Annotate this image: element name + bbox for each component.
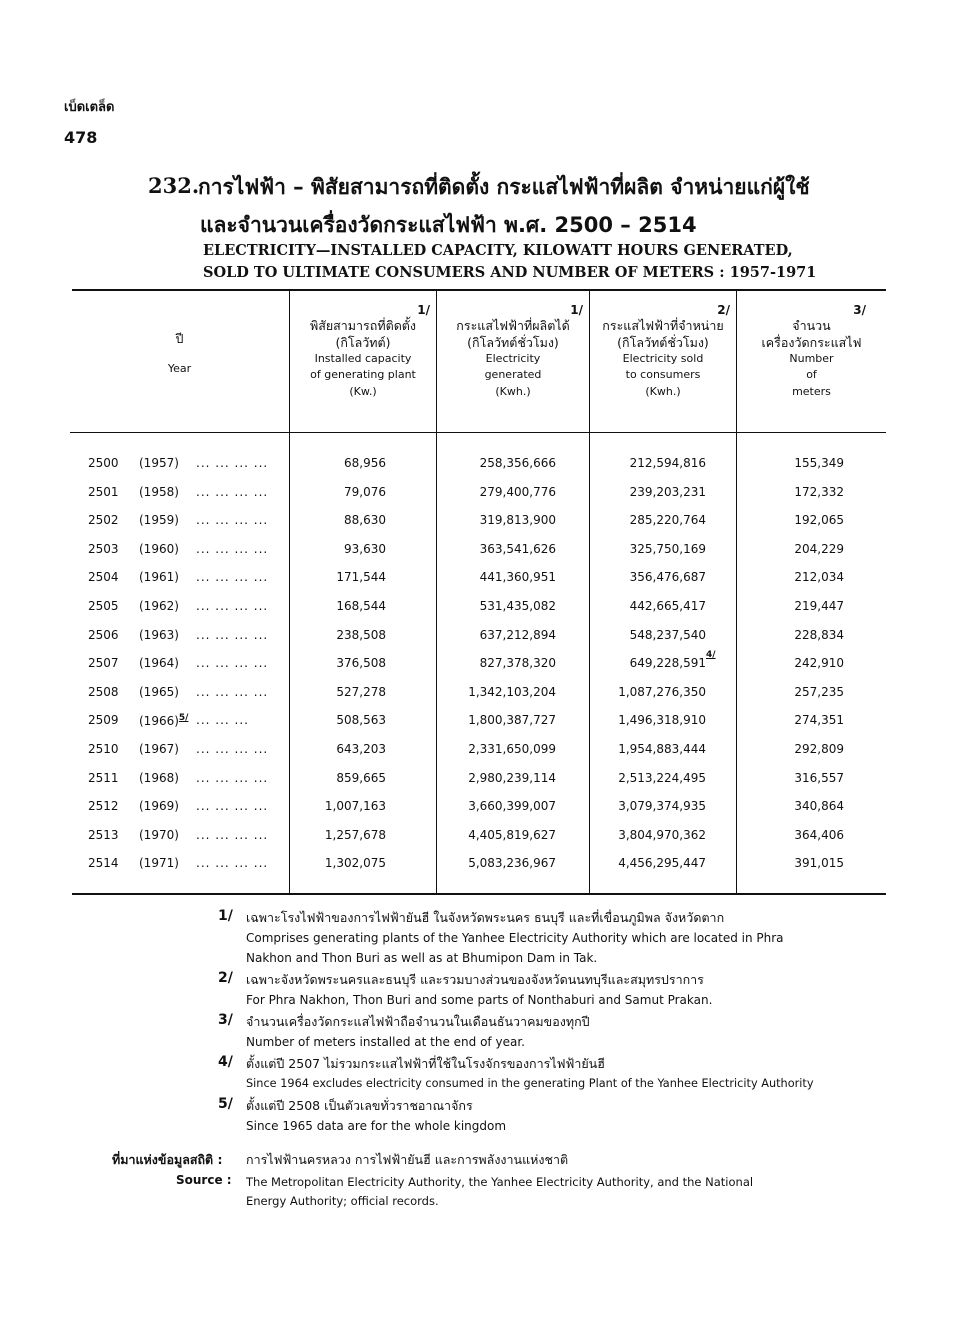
footnote-ref: 1/ [417, 303, 430, 317]
capacity-cell [290, 456, 386, 470]
year-be-cell [88, 685, 119, 699]
meters-cell [772, 628, 844, 642]
meters-cell-value: 340,864 [794, 799, 844, 814]
capacity-cell [290, 485, 386, 499]
footnote-thai: เฉพาะโรงไฟฟ้าของการไฟฟ้ายันฮี ในจังหวัดพระนคร ธนบุรี และที่เขื่อนภูมิพล จังหวัดตาก [246, 910, 725, 925]
year-ad-cell [139, 570, 179, 584]
capacity-cell [290, 599, 386, 613]
leader-dots [196, 799, 268, 813]
header-year [70, 330, 289, 377]
sold-cell [610, 599, 706, 613]
leader-dots-value: ... ... ... ... [196, 770, 269, 785]
sold-cell [610, 799, 706, 813]
sold-cell [610, 856, 706, 870]
year-ad-cell [139, 628, 179, 642]
title-thai-line2: และจำนวนเครื่องวัดกระแสไฟฟ้า พ.ศ. 2500 – 2514 [200, 213, 697, 237]
generated-cell [442, 570, 556, 584]
generated-cell [442, 628, 556, 642]
year-be-cell-value: 2507 [88, 656, 119, 671]
year-be-cell-value: 2511 [88, 770, 119, 785]
year-ad-cell-value: (1957) [139, 456, 179, 470]
capacity-cell-value: 1,302,075 [324, 856, 386, 871]
year-ad-cell-value: (1958) [139, 484, 179, 499]
meters-cell-value: 292,809 [794, 742, 844, 756]
capacity-cell-value: 859,665 [336, 770, 386, 785]
sold-cell [610, 485, 706, 499]
generated-cell-value: 258,356,666 [479, 456, 556, 470]
leader-dots [196, 485, 268, 499]
title-english-line1: ELECTRICITY—INSTALLED CAPACITY, KILOWATT HOURS GENERATED, [203, 242, 793, 259]
sold-cell-value: 548,237,540 [629, 627, 706, 642]
source-text-english-line2: Energy Authority; official records. [246, 1194, 439, 1208]
year-ad-cell [139, 856, 179, 870]
header-sold-unit: (Kwh.) [645, 385, 681, 398]
year-be-cell [88, 828, 119, 842]
year-ad-cell-value: (1959) [139, 513, 179, 528]
year-be-cell-value: 2504 [88, 570, 119, 585]
year-ad-cell [139, 542, 179, 556]
year-ad-cell [139, 656, 179, 670]
capacity-cell [290, 570, 386, 584]
table-row [70, 856, 886, 876]
leader-dots-value: ... ... ... ... [196, 599, 269, 613]
generated-cell [442, 542, 556, 556]
sold-cell-value: 2,513,224,495 [618, 770, 706, 785]
sold-cell-value: 4,456,295,447 [618, 856, 706, 871]
year-be-cell [88, 656, 119, 670]
table-row [70, 713, 886, 733]
generated-cell-value: 3,660,399,007 [468, 799, 556, 814]
year-ad-cell [139, 742, 179, 756]
meters-cell [772, 599, 844, 613]
generated-cell-value: 1,342,103,204 [468, 684, 556, 699]
footnote-mark: 1/ [218, 908, 233, 924]
year-ad-cell-value: (1961) [139, 570, 179, 585]
generated-cell [442, 742, 556, 756]
header-sold-english: to consumers [625, 368, 701, 381]
meters-cell-value: 228,834 [794, 627, 844, 642]
header-meters-thai: จำนวน [792, 318, 831, 333]
year-be-cell-value: 2506 [88, 627, 119, 642]
header-meters-unit: meters [792, 385, 831, 398]
footnote-english: For Phra Nakhon, Thon Buri and some parts of Nonthaburi and Samut Prakan. [246, 993, 713, 1007]
year-ad-cell-value: (1962) [139, 599, 179, 613]
generated-cell-value: 319,813,900 [479, 513, 556, 528]
sold-cell-value: 356,476,687 [629, 570, 706, 585]
capacity-cell [290, 771, 386, 785]
year-ad-cell-value: (1963) [139, 627, 179, 642]
year-ad-cell-value: (1971) [139, 856, 179, 871]
table-row [70, 771, 886, 791]
generated-cell-value: 1,800,387,727 [468, 713, 556, 728]
generated-cell-value: 2,980,239,114 [468, 770, 556, 785]
sold-cell-value: 442,665,417 [629, 599, 706, 613]
meters-cell-value: 242,910 [794, 656, 844, 671]
sold-cell [610, 456, 706, 470]
generated-cell [442, 771, 556, 785]
leader-dots-value: ... ... ... ... [196, 570, 269, 585]
header-meters-english: of [806, 368, 817, 381]
table-row [70, 456, 886, 476]
footnote-mark: 2/ [218, 970, 233, 986]
footnote-english: Number of meters installed at the end of year. [246, 1035, 525, 1049]
year-be-cell-value: 2514 [88, 856, 119, 871]
leader-dots-value: ... ... ... ... [196, 827, 269, 842]
year-be-cell [88, 628, 119, 642]
capacity-cell-value: 643,203 [336, 742, 386, 756]
leader-dots [196, 828, 268, 842]
year-ad-cell [139, 713, 188, 728]
leader-dots-value: ... ... ... ... [196, 541, 269, 556]
leader-dots [196, 656, 268, 670]
capacity-cell [290, 713, 386, 727]
generated-cell [442, 456, 556, 470]
year-ad-cell [139, 828, 179, 842]
generated-cell [442, 799, 556, 813]
section-label: เบ็ดเตล็ด [64, 100, 115, 115]
sold-cell [610, 828, 706, 842]
year-be-cell-value: 2502 [88, 513, 119, 528]
capacity-cell-value: 168,544 [336, 599, 386, 613]
sold-cell-value: 285,220,764 [629, 513, 706, 528]
leader-dots [196, 713, 249, 727]
footnote-mark: 5/ [218, 1096, 233, 1112]
meters-cell [772, 771, 844, 785]
year-be-cell [88, 485, 119, 499]
year-ad-cell-value: (1966) [139, 714, 179, 729]
leader-dots-value: ... ... ... ... [196, 456, 269, 470]
header-capacity-english: Installed capacity [314, 352, 412, 365]
leader-dots-value: ... ... ... ... [196, 627, 269, 642]
meters-cell-value: 212,034 [794, 570, 844, 585]
table-row [70, 485, 886, 505]
leader-dots [196, 628, 268, 642]
table-row [70, 650, 886, 676]
meters-cell [772, 742, 844, 756]
meters-cell [772, 513, 844, 527]
sold-cell-value: 649,228,591 [629, 656, 706, 671]
leader-dots [196, 685, 268, 699]
generated-cell [442, 513, 556, 527]
header-capacity-english: of generating plant [310, 368, 416, 381]
footnote-english: Comprises generating plants of the Yanhee Electricity Authority which are located in Phra Nakhon and Thon Buri as well as at Bhumipon Dam in Tak. [246, 931, 784, 965]
year-be-cell-value: 2513 [88, 827, 119, 842]
capacity-cell [290, 656, 386, 670]
meters-cell-value: 391,015 [794, 856, 844, 871]
meters-cell-value: 192,065 [794, 513, 844, 528]
meters-cell [772, 656, 844, 670]
footnote-ref: 3/ [853, 303, 866, 317]
footnote [0, 1054, 955, 1094]
header-meters-thai-unit: เครื่องวัดกระแสไฟ [761, 335, 862, 350]
title-english-line2: SOLD TO ULTIMATE CONSUMERS AND NUMBER OF METERS : 1957-1971 [203, 264, 817, 281]
sold-cell-value: 3,079,374,935 [618, 799, 706, 814]
sold-cell [610, 742, 706, 756]
generated-cell [442, 599, 556, 613]
generated-cell-value: 637,212,894 [479, 627, 556, 642]
footnote-english: Since 1964 excludes electricity consumed in the generating Plant of the Yanhee Electricity Authority [246, 1077, 814, 1090]
source-text-english-line1: The Metropolitan Electricity Authority, the Yanhee Electricity Authority, and the National [246, 1175, 754, 1189]
capacity-cell-value: 238,508 [336, 627, 386, 642]
header-sold [590, 303, 736, 400]
meters-cell-value: 155,349 [794, 456, 844, 470]
title-thai-line1: การไฟฟ้า – พิสัยสามารถที่ติดตั้ง กระแสไฟฟ้าที่ผลิต จำหน่ายแก่ผู้ใช้ [198, 175, 810, 199]
table-bottom-rule [72, 893, 886, 895]
table-number: 232. [148, 173, 200, 198]
header-generated-unit: (Kwh.) [495, 385, 531, 398]
capacity-cell [290, 828, 386, 842]
year-ad-cell [139, 771, 179, 785]
header-generated-english: generated [484, 368, 542, 381]
header-generated-thai: กระแสไฟฟ้าที่ผลิตได้ [456, 318, 570, 333]
footnote-ref: 4/ [706, 650, 716, 661]
year-be-cell-value: 2509 [88, 713, 119, 728]
footnote-ref: 2/ [717, 303, 730, 317]
generated-cell-value: 279,400,776 [479, 484, 556, 499]
capacity-cell-value: 376,508 [336, 656, 386, 671]
meters-cell-value: 204,229 [794, 541, 844, 556]
capacity-cell-value: 93,630 [344, 541, 386, 556]
header-capacity-thai: พิสัยสามารถที่ติดตั้ง [309, 318, 417, 333]
capacity-cell-value: 79,076 [344, 484, 386, 499]
year-be-cell-value: 2503 [88, 541, 119, 556]
year-ad-cell-value: (1968) [139, 770, 179, 785]
year-be-cell [88, 456, 119, 470]
year-be-cell [88, 542, 119, 556]
year-be-cell [88, 742, 119, 756]
table-row [70, 828, 886, 848]
generated-cell-value: 531,435,082 [479, 599, 556, 613]
year-be-cell-value: 2512 [88, 799, 119, 814]
sold-cell-value: 1,954,883,444 [618, 742, 706, 756]
capacity-cell-value: 1,007,163 [324, 799, 386, 814]
meters-cell [772, 856, 844, 870]
source-label-thai: ที่มาแห่งข้อมูลสถิติ : [112, 1152, 223, 1167]
leader-dots [196, 771, 268, 785]
year-be-cell [88, 513, 119, 527]
year-be-cell [88, 799, 119, 813]
leader-dots [196, 542, 268, 556]
footnote-english: Since 1965 data are for the whole kingdom [246, 1119, 507, 1133]
leader-dots-value: ... ... ... ... [196, 484, 269, 499]
header-capacity [290, 303, 436, 400]
year-ad-cell [139, 799, 179, 813]
meters-cell-value: 364,406 [794, 827, 844, 842]
capacity-cell-value: 508,563 [336, 713, 386, 728]
sold-cell [610, 570, 706, 584]
header-generated-thai-unit: (กิโลวัทต์ชั่วโมง) [467, 335, 559, 350]
year-be-cell [88, 599, 119, 613]
year-ad-cell [139, 485, 179, 499]
capacity-cell [290, 628, 386, 642]
leader-dots-value: ... ... ... ... [196, 684, 269, 699]
year-ad-cell-value: (1969) [139, 799, 179, 814]
table-top-rule [72, 289, 886, 291]
capacity-cell-value: 527,278 [336, 684, 386, 699]
year-be-cell [88, 856, 119, 870]
generated-cell-value: 827,378,320 [479, 656, 556, 671]
year-be-cell [88, 570, 119, 584]
table-row [70, 628, 886, 648]
meters-cell-value: 274,351 [794, 713, 844, 728]
leader-dots [196, 456, 268, 470]
capacity-cell-value: 88,630 [344, 513, 386, 528]
sold-cell [610, 628, 706, 642]
sold-cell [610, 713, 706, 727]
year-be-cell-value: 2501 [88, 484, 119, 499]
year-be-cell-value: 2510 [88, 742, 119, 756]
footnote-thai: จำนวนเครื่องวัดกระแสไฟฟ้าถือจำนวนในเดือนธันวาคมของทุกปี [246, 1014, 590, 1029]
header-sold-thai-unit: (กิโลวัทต์ชั่วโมง) [617, 335, 709, 350]
meters-cell [772, 485, 844, 499]
header-sold-english: Electricity sold [622, 352, 704, 365]
leader-dots [196, 599, 268, 613]
year-ad-cell [139, 513, 179, 527]
leader-dots-value: ... ... ... ... [196, 742, 269, 756]
leader-dots [196, 856, 268, 870]
capacity-cell [290, 542, 386, 556]
sold-cell [610, 513, 706, 527]
sold-cell-value: 325,750,169 [629, 541, 706, 556]
capacity-cell [290, 799, 386, 813]
source-label-english: Source : [176, 1173, 232, 1187]
header-sold-thai: กระแสไฟฟ้าที่จำหน่าย [602, 318, 724, 333]
year-be-cell-value: 2505 [88, 599, 119, 613]
generated-cell-value: 4,405,819,627 [468, 827, 556, 842]
year-be-cell-value: 2500 [88, 456, 119, 470]
header-capacity-thai-unit: (กิโลวัทต์) [335, 335, 391, 350]
generated-cell-value: 5,083,236,967 [468, 856, 556, 871]
meters-cell [772, 799, 844, 813]
sold-cell-value: 1,496,318,910 [618, 713, 706, 728]
header-meters [737, 303, 886, 400]
generated-cell-value: 363,541,626 [479, 541, 556, 556]
leader-dots-value: ... ... ... [196, 713, 249, 728]
leader-dots-value: ... ... ... ... [196, 513, 269, 528]
footnote [0, 1012, 955, 1052]
generated-cell [442, 856, 556, 870]
meters-cell-value: 257,235 [794, 684, 844, 699]
year-ad-cell [139, 456, 179, 470]
meters-cell-value: 219,447 [794, 599, 844, 613]
meters-cell [772, 685, 844, 699]
leader-dots-value: ... ... ... ... [196, 656, 269, 671]
table-row [70, 685, 886, 705]
leader-dots [196, 570, 268, 584]
header-year-english: Year [167, 362, 192, 375]
meters-cell [772, 570, 844, 584]
year-be-cell [88, 713, 119, 727]
footnote-mark: 3/ [218, 1012, 233, 1028]
footnote [0, 970, 955, 1010]
footnotes [0, 908, 955, 1138]
footnote-thai: ตั้งแต่ปี 2508 เป็นตัวเลขทั่วราชอาณาจักร [246, 1098, 473, 1113]
leader-dots [196, 742, 268, 756]
year-be-cell-value: 2508 [88, 684, 119, 699]
capacity-cell [290, 513, 386, 527]
leader-dots-value: ... ... ... ... [196, 856, 269, 871]
source-text-thai: การไฟฟ้านครหลวง การไฟฟ้ายันฮี และการพลังงานแห่งชาติ [246, 1152, 569, 1167]
year-ad-cell-value: (1970) [139, 827, 179, 842]
footnote-ref: 5/ [178, 713, 189, 724]
year-be-cell [88, 771, 119, 785]
sold-cell [610, 542, 706, 556]
header-generated [437, 303, 589, 400]
year-ad-cell [139, 599, 179, 613]
header-meters-english: Number [789, 352, 834, 365]
table-row [70, 513, 886, 533]
footnote [0, 908, 955, 968]
generated-cell [442, 685, 556, 699]
footnote-thai: เฉพาะจังหวัดพระนครและธนบุรี และรวมบางส่วนของจังหวัดนนทบุรีและสมุทรปราการ [246, 972, 704, 987]
meters-cell [772, 828, 844, 842]
meters-cell [772, 713, 844, 727]
footnote [0, 1096, 955, 1136]
capacity-cell-value: 68,956 [344, 456, 386, 470]
sold-cell-value: 1,087,276,350 [618, 684, 706, 699]
leader-dots-value: ... ... ... ... [196, 799, 269, 814]
leader-dots [196, 513, 268, 527]
header-capacity-unit: (Kw.) [349, 385, 377, 398]
meters-cell-value: 316,557 [794, 770, 844, 785]
sold-cell [610, 771, 706, 785]
sold-cell-value: 212,594,816 [629, 456, 706, 470]
table-row [70, 542, 886, 562]
year-ad-cell-value: (1960) [139, 541, 179, 556]
generated-cell [442, 656, 556, 670]
year-ad-cell [139, 685, 179, 699]
sold-cell-value: 239,203,231 [629, 484, 706, 499]
year-ad-cell-value: (1965) [139, 684, 179, 699]
capacity-cell-value: 1,257,678 [324, 827, 386, 842]
capacity-cell-value: 171,544 [336, 570, 386, 585]
capacity-cell [290, 685, 386, 699]
meters-cell-value: 172,332 [794, 484, 844, 499]
header-generated-english: Electricity [485, 352, 541, 365]
footnote-ref: 1/ [570, 303, 583, 317]
year-ad-cell-value: (1967) [139, 742, 179, 756]
capacity-cell [290, 742, 386, 756]
footnote-thai: ตั้งแต่ปี 2507 ไม่รวมกระแสไฟฟ้าที่ใช้ในโรงจักรของการไฟฟ้ายันฮี [246, 1056, 605, 1071]
generated-cell-value: 2,331,650,099 [468, 742, 556, 756]
page-number: 478 [64, 128, 98, 147]
meters-cell [772, 542, 844, 556]
footnote-mark: 4/ [218, 1054, 233, 1070]
header-year-thai: ปี [175, 331, 184, 346]
table-header-rule [70, 432, 886, 433]
generated-cell [442, 828, 556, 842]
generated-cell [442, 485, 556, 499]
table-row [70, 742, 886, 762]
table-row [70, 599, 886, 619]
generated-cell-value: 441,360,951 [479, 570, 556, 585]
sold-cell-value: 3,804,970,362 [618, 827, 706, 842]
table-row [70, 570, 886, 590]
sold-cell [610, 650, 716, 671]
generated-cell [442, 713, 556, 727]
table-row [70, 799, 886, 819]
capacity-cell [290, 856, 386, 870]
year-ad-cell-value: (1964) [139, 656, 179, 671]
meters-cell [772, 456, 844, 470]
sold-cell [610, 685, 706, 699]
